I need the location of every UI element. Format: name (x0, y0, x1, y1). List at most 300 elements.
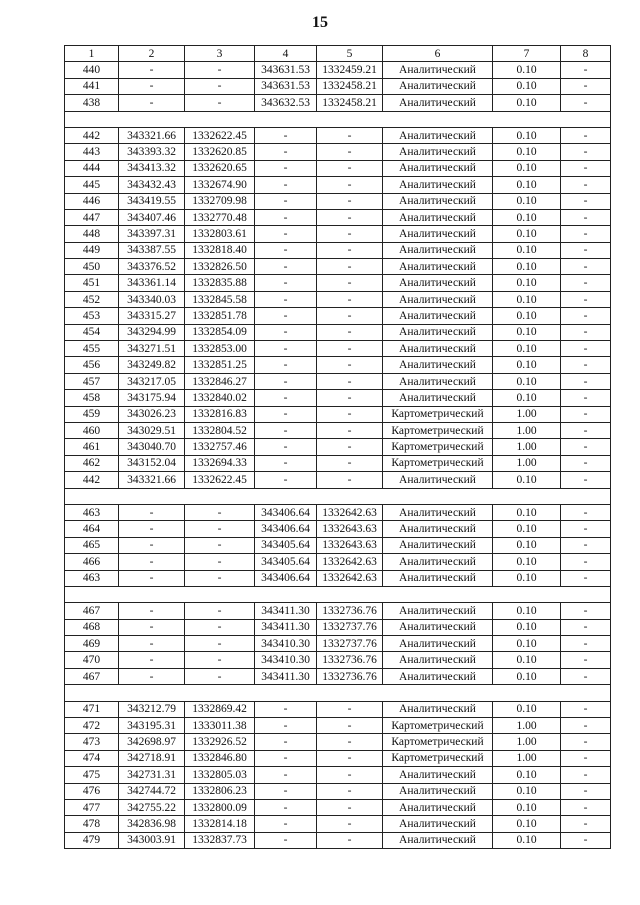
table-row (65, 619, 611, 635)
cell-method: Картометрический (383, 455, 493, 471)
cell-note: - (561, 259, 611, 275)
cell-y-coord-a: - (185, 78, 255, 94)
cell-point-number: 476 (65, 783, 119, 799)
cell-x-coord-b: 343631.53 (255, 78, 317, 94)
cell-y-coord-a: 1332803.61 (185, 226, 255, 242)
cell-note: - (561, 734, 611, 750)
cell-precision: 0.10 (493, 308, 561, 324)
separator-row (65, 488, 611, 504)
cell-note: - (561, 652, 611, 668)
cell-point-number: 451 (65, 275, 119, 291)
cell-point-number: 477 (65, 799, 119, 815)
cell-precision: 0.10 (493, 521, 561, 537)
cell-y-coord-b: - (317, 439, 383, 455)
cell-y-coord-b: 1332642.63 (317, 570, 383, 586)
cell-note: - (561, 816, 611, 832)
cell-y-coord-a: 1332846.80 (185, 750, 255, 766)
cell-x-coord-b: - (255, 750, 317, 766)
cell-method: Аналитический (383, 619, 493, 635)
cell-note: - (561, 439, 611, 455)
cell-y-coord-a: 1332846.27 (185, 373, 255, 389)
cell-x-coord-b: - (255, 455, 317, 471)
cell-precision: 0.10 (493, 193, 561, 209)
table-row (65, 341, 611, 357)
cell-method: Аналитический (383, 783, 493, 799)
cell-y-coord-a: 1332869.42 (185, 701, 255, 717)
cell-precision: 0.10 (493, 537, 561, 553)
cell-method: Картометрический (383, 734, 493, 750)
cell-y-coord-b: - (317, 767, 383, 783)
column-header-1: 1 (65, 46, 119, 62)
cell-y-coord-a: 1332835.88 (185, 275, 255, 291)
cell-y-coord-b: - (317, 209, 383, 225)
cell-precision: 0.10 (493, 816, 561, 832)
cell-note: - (561, 701, 611, 717)
cell-precision: 0.10 (493, 603, 561, 619)
cell-point-number: 441 (65, 78, 119, 94)
cell-x-coord-b: - (255, 193, 317, 209)
column-header-3: 3 (185, 46, 255, 62)
column-header-8: 8 (561, 46, 611, 62)
cell-x-coord-a: - (119, 554, 185, 570)
separator-cell (65, 111, 611, 127)
cell-y-coord-b: - (317, 275, 383, 291)
cell-x-coord-a: 342698.97 (119, 734, 185, 750)
cell-y-coord-a: 1332851.25 (185, 357, 255, 373)
cell-precision: 0.10 (493, 160, 561, 176)
cell-x-coord-b: 343411.30 (255, 603, 317, 619)
cell-x-coord-b: 343406.64 (255, 521, 317, 537)
cell-point-number: 465 (65, 537, 119, 553)
cell-y-coord-a: 1332674.90 (185, 177, 255, 193)
cell-precision: 0.10 (493, 62, 561, 78)
cell-x-coord-b: - (255, 226, 317, 242)
cell-point-number: 449 (65, 242, 119, 258)
cell-point-number: 459 (65, 406, 119, 422)
table-row (65, 308, 611, 324)
table-row (65, 291, 611, 307)
table-row (65, 275, 611, 291)
cell-x-coord-b: 343632.53 (255, 95, 317, 111)
cell-method: Аналитический (383, 275, 493, 291)
cell-y-coord-a: 1332770.48 (185, 209, 255, 225)
cell-y-coord-b: - (317, 472, 383, 488)
cell-point-number: 458 (65, 390, 119, 406)
cell-method: Аналитический (383, 636, 493, 652)
cell-x-coord-a: 343294.99 (119, 324, 185, 340)
cell-x-coord-a: - (119, 636, 185, 652)
cell-point-number: 478 (65, 816, 119, 832)
cell-note: - (561, 177, 611, 193)
cell-x-coord-b: - (255, 783, 317, 799)
table-row (65, 668, 611, 684)
cell-note: - (561, 799, 611, 815)
cell-point-number: 467 (65, 603, 119, 619)
cell-y-coord-a: - (185, 62, 255, 78)
cell-method: Аналитический (383, 390, 493, 406)
cell-precision: 0.10 (493, 127, 561, 143)
cell-precision: 0.10 (493, 636, 561, 652)
cell-y-coord-b: - (317, 144, 383, 160)
separator-cell (65, 586, 611, 602)
cell-note: - (561, 95, 611, 111)
cell-method: Аналитический (383, 373, 493, 389)
separator-cell (65, 488, 611, 504)
cell-x-coord-b: 343631.53 (255, 62, 317, 78)
coordinates-table (64, 45, 611, 849)
cell-y-coord-b: - (317, 783, 383, 799)
cell-precision: 1.00 (493, 750, 561, 766)
cell-point-number: 452 (65, 291, 119, 307)
cell-y-coord-a: - (185, 95, 255, 111)
cell-note: - (561, 767, 611, 783)
cell-y-coord-a: - (185, 668, 255, 684)
cell-x-coord-a: 343413.32 (119, 160, 185, 176)
cell-method: Аналитический (383, 357, 493, 373)
cell-method: Аналитический (383, 209, 493, 225)
table-row (65, 193, 611, 209)
cell-y-coord-b: 1332736.76 (317, 652, 383, 668)
cell-x-coord-a: 343217.05 (119, 373, 185, 389)
cell-method: Аналитический (383, 78, 493, 94)
cell-point-number: 445 (65, 177, 119, 193)
cell-y-coord-b: - (317, 406, 383, 422)
cell-y-coord-b: 1332642.63 (317, 504, 383, 520)
cell-x-coord-b: - (255, 734, 317, 750)
cell-precision: 0.10 (493, 619, 561, 635)
cell-y-coord-a: 1332818.40 (185, 242, 255, 258)
cell-x-coord-a: 343271.51 (119, 341, 185, 357)
cell-x-coord-a: 342731.31 (119, 767, 185, 783)
cell-y-coord-a: - (185, 603, 255, 619)
cell-y-coord-b: 1332458.21 (317, 95, 383, 111)
cell-y-coord-b: - (317, 718, 383, 734)
cell-precision: 0.10 (493, 259, 561, 275)
table-row (65, 750, 611, 766)
cell-note: - (561, 832, 611, 848)
cell-point-number: 444 (65, 160, 119, 176)
cell-y-coord-b: - (317, 422, 383, 438)
cell-point-number: 460 (65, 422, 119, 438)
cell-x-coord-b: - (255, 701, 317, 717)
cell-y-coord-b: - (317, 390, 383, 406)
table-row (65, 127, 611, 143)
cell-y-coord-a: - (185, 521, 255, 537)
cell-point-number: 443 (65, 144, 119, 160)
cell-note: - (561, 357, 611, 373)
cell-point-number: 472 (65, 718, 119, 734)
table-row (65, 799, 611, 815)
cell-x-coord-a: 342744.72 (119, 783, 185, 799)
cell-precision: 0.10 (493, 390, 561, 406)
separator-row (65, 111, 611, 127)
cell-point-number: 470 (65, 652, 119, 668)
cell-point-number: 463 (65, 504, 119, 520)
cell-method: Аналитический (383, 308, 493, 324)
cell-method: Картометрический (383, 422, 493, 438)
cell-precision: 0.10 (493, 226, 561, 242)
cell-method: Аналитический (383, 472, 493, 488)
cell-method: Аналитический (383, 832, 493, 848)
cell-note: - (561, 127, 611, 143)
cell-method: Картометрический (383, 718, 493, 734)
cell-method: Картометрический (383, 439, 493, 455)
cell-y-coord-b: 1332737.76 (317, 636, 383, 652)
cell-x-coord-a: - (119, 521, 185, 537)
cell-point-number: 453 (65, 308, 119, 324)
cell-method: Аналитический (383, 177, 493, 193)
cell-x-coord-a: - (119, 652, 185, 668)
cell-method: Аналитический (383, 554, 493, 570)
table-row (65, 701, 611, 717)
cell-y-coord-b: - (317, 799, 383, 815)
cell-note: - (561, 668, 611, 684)
cell-x-coord-b: - (255, 209, 317, 225)
cell-note: - (561, 472, 611, 488)
cell-x-coord-a: - (119, 603, 185, 619)
cell-x-coord-b: 343406.64 (255, 570, 317, 586)
cell-note: - (561, 275, 611, 291)
cell-x-coord-a: 342718.91 (119, 750, 185, 766)
cell-y-coord-b: - (317, 177, 383, 193)
cell-y-coord-b: - (317, 750, 383, 766)
column-header-4: 4 (255, 46, 317, 62)
cell-x-coord-a: - (119, 78, 185, 94)
cell-x-coord-b: - (255, 718, 317, 734)
cell-method: Картометрический (383, 750, 493, 766)
cell-y-coord-b: - (317, 259, 383, 275)
table-row (65, 259, 611, 275)
cell-x-coord-b: 343411.30 (255, 668, 317, 684)
cell-note: - (561, 390, 611, 406)
cell-method: Аналитический (383, 537, 493, 553)
cell-method: Аналитический (383, 160, 493, 176)
cell-x-coord-b: - (255, 341, 317, 357)
cell-x-coord-b: - (255, 308, 317, 324)
table-row (65, 62, 611, 78)
cell-y-coord-a: 1332804.52 (185, 422, 255, 438)
column-header-7: 7 (493, 46, 561, 62)
cell-y-coord-b: - (317, 226, 383, 242)
cell-method: Аналитический (383, 570, 493, 586)
cell-x-coord-b: - (255, 390, 317, 406)
cell-note: - (561, 554, 611, 570)
cell-point-number: 446 (65, 193, 119, 209)
table-row (65, 832, 611, 848)
cell-point-number: 479 (65, 832, 119, 848)
column-header-6: 6 (383, 46, 493, 62)
cell-x-coord-b: - (255, 357, 317, 373)
cell-note: - (561, 636, 611, 652)
cell-y-coord-a: 1332806.23 (185, 783, 255, 799)
cell-note: - (561, 341, 611, 357)
page-number: 15 (312, 14, 328, 31)
cell-precision: 0.10 (493, 554, 561, 570)
table-row (65, 160, 611, 176)
cell-y-coord-b: - (317, 160, 383, 176)
cell-precision: 0.10 (493, 783, 561, 799)
table-row (65, 816, 611, 832)
table-row (65, 537, 611, 553)
cell-x-coord-a: 343361.14 (119, 275, 185, 291)
column-header-2: 2 (119, 46, 185, 62)
cell-point-number: 462 (65, 455, 119, 471)
cell-y-coord-a: 1332620.85 (185, 144, 255, 160)
table-row (65, 406, 611, 422)
cell-x-coord-a: - (119, 95, 185, 111)
cell-method: Аналитический (383, 193, 493, 209)
cell-y-coord-b: 1332643.63 (317, 537, 383, 553)
cell-method: Аналитический (383, 62, 493, 78)
cell-x-coord-b: - (255, 799, 317, 815)
cell-x-coord-b: 343405.64 (255, 537, 317, 553)
cell-precision: 0.10 (493, 832, 561, 848)
cell-y-coord-b: 1332737.76 (317, 619, 383, 635)
cell-precision: 0.10 (493, 324, 561, 340)
cell-note: - (561, 783, 611, 799)
cell-method: Аналитический (383, 95, 493, 111)
cell-note: - (561, 160, 611, 176)
table-row (65, 504, 611, 520)
cell-x-coord-a: 343152.04 (119, 455, 185, 471)
table-row (65, 95, 611, 111)
cell-x-coord-a: 343387.55 (119, 242, 185, 258)
cell-note: - (561, 226, 611, 242)
cell-y-coord-a: 1332926.52 (185, 734, 255, 750)
cell-precision: 0.10 (493, 242, 561, 258)
cell-y-coord-b: - (317, 832, 383, 848)
cell-x-coord-b: - (255, 406, 317, 422)
cell-point-number: 447 (65, 209, 119, 225)
table-row (65, 390, 611, 406)
cell-note: - (561, 750, 611, 766)
cell-x-coord-a: - (119, 62, 185, 78)
cell-precision: 0.10 (493, 144, 561, 160)
cell-y-coord-a: - (185, 554, 255, 570)
cell-x-coord-a: 343175.94 (119, 390, 185, 406)
cell-point-number: 468 (65, 619, 119, 635)
cell-point-number: 442 (65, 127, 119, 143)
cell-point-number: 456 (65, 357, 119, 373)
table-row (65, 603, 611, 619)
cell-x-coord-b: - (255, 324, 317, 340)
cell-method: Аналитический (383, 816, 493, 832)
cell-precision: 0.10 (493, 177, 561, 193)
cell-precision: 0.10 (493, 209, 561, 225)
table-row (65, 177, 611, 193)
cell-y-coord-b: - (317, 127, 383, 143)
cell-point-number: 463 (65, 570, 119, 586)
cell-note: - (561, 504, 611, 520)
cell-point-number: 457 (65, 373, 119, 389)
cell-x-coord-b: - (255, 160, 317, 176)
cell-precision: 0.10 (493, 95, 561, 111)
cell-point-number: 440 (65, 62, 119, 78)
cell-x-coord-a: - (119, 570, 185, 586)
cell-point-number: 473 (65, 734, 119, 750)
table-row (65, 357, 611, 373)
cell-y-coord-a: 1333011.38 (185, 718, 255, 734)
cell-point-number: 454 (65, 324, 119, 340)
cell-y-coord-b: - (317, 734, 383, 750)
cell-method: Аналитический (383, 242, 493, 258)
cell-x-coord-b: - (255, 816, 317, 832)
cell-x-coord-a: 343419.55 (119, 193, 185, 209)
cell-x-coord-a: - (119, 504, 185, 520)
cell-note: - (561, 324, 611, 340)
cell-method: Аналитический (383, 603, 493, 619)
separator-row (65, 586, 611, 602)
cell-y-coord-a: 1332757.46 (185, 439, 255, 455)
cell-x-coord-a: 343003.91 (119, 832, 185, 848)
cell-point-number: 467 (65, 668, 119, 684)
cell-note: - (561, 144, 611, 160)
cell-point-number: 461 (65, 439, 119, 455)
cell-x-coord-a: - (119, 668, 185, 684)
cell-precision: 1.00 (493, 718, 561, 734)
cell-x-coord-b: - (255, 177, 317, 193)
cell-x-coord-a: 343195.31 (119, 718, 185, 734)
cell-precision: 0.10 (493, 341, 561, 357)
cell-y-coord-a: - (185, 619, 255, 635)
cell-method: Аналитический (383, 504, 493, 520)
cell-x-coord-b: - (255, 472, 317, 488)
cell-y-coord-b: - (317, 455, 383, 471)
cell-x-coord-a: 343376.52 (119, 259, 185, 275)
table-row (65, 422, 611, 438)
cell-y-coord-a: 1332620.65 (185, 160, 255, 176)
cell-x-coord-a: - (119, 619, 185, 635)
cell-x-coord-b: - (255, 242, 317, 258)
cell-note: - (561, 406, 611, 422)
cell-y-coord-a: 1332800.09 (185, 799, 255, 815)
cell-x-coord-b: - (255, 291, 317, 307)
cell-y-coord-b: 1332736.76 (317, 603, 383, 619)
cell-method: Аналитический (383, 652, 493, 668)
cell-y-coord-b: - (317, 324, 383, 340)
cell-y-coord-a: 1332816.83 (185, 406, 255, 422)
cell-x-coord-b: 343411.30 (255, 619, 317, 635)
table-row (65, 636, 611, 652)
table-row (65, 439, 611, 455)
cell-x-coord-a: 343040.70 (119, 439, 185, 455)
cell-y-coord-b: - (317, 291, 383, 307)
cell-y-coord-a: - (185, 636, 255, 652)
cell-x-coord-b: - (255, 275, 317, 291)
cell-x-coord-a: 343321.66 (119, 127, 185, 143)
cell-point-number: 442 (65, 472, 119, 488)
cell-y-coord-a: 1332851.78 (185, 308, 255, 324)
cell-point-number: 471 (65, 701, 119, 717)
cell-y-coord-a: - (185, 652, 255, 668)
table-row (65, 455, 611, 471)
cell-y-coord-a: 1332840.02 (185, 390, 255, 406)
cell-method: Аналитический (383, 701, 493, 717)
cell-precision: 1.00 (493, 455, 561, 471)
cell-y-coord-b: - (317, 308, 383, 324)
table-row (65, 767, 611, 783)
cell-method: Картометрический (383, 406, 493, 422)
cell-precision: 0.10 (493, 799, 561, 815)
table-row (65, 783, 611, 799)
cell-x-coord-b: 343410.30 (255, 636, 317, 652)
cell-note: - (561, 521, 611, 537)
cell-y-coord-a: 1332854.09 (185, 324, 255, 340)
cell-method: Аналитический (383, 127, 493, 143)
cell-precision: 1.00 (493, 406, 561, 422)
cell-x-coord-a: 343407.46 (119, 209, 185, 225)
cell-x-coord-a: 342755.22 (119, 799, 185, 815)
